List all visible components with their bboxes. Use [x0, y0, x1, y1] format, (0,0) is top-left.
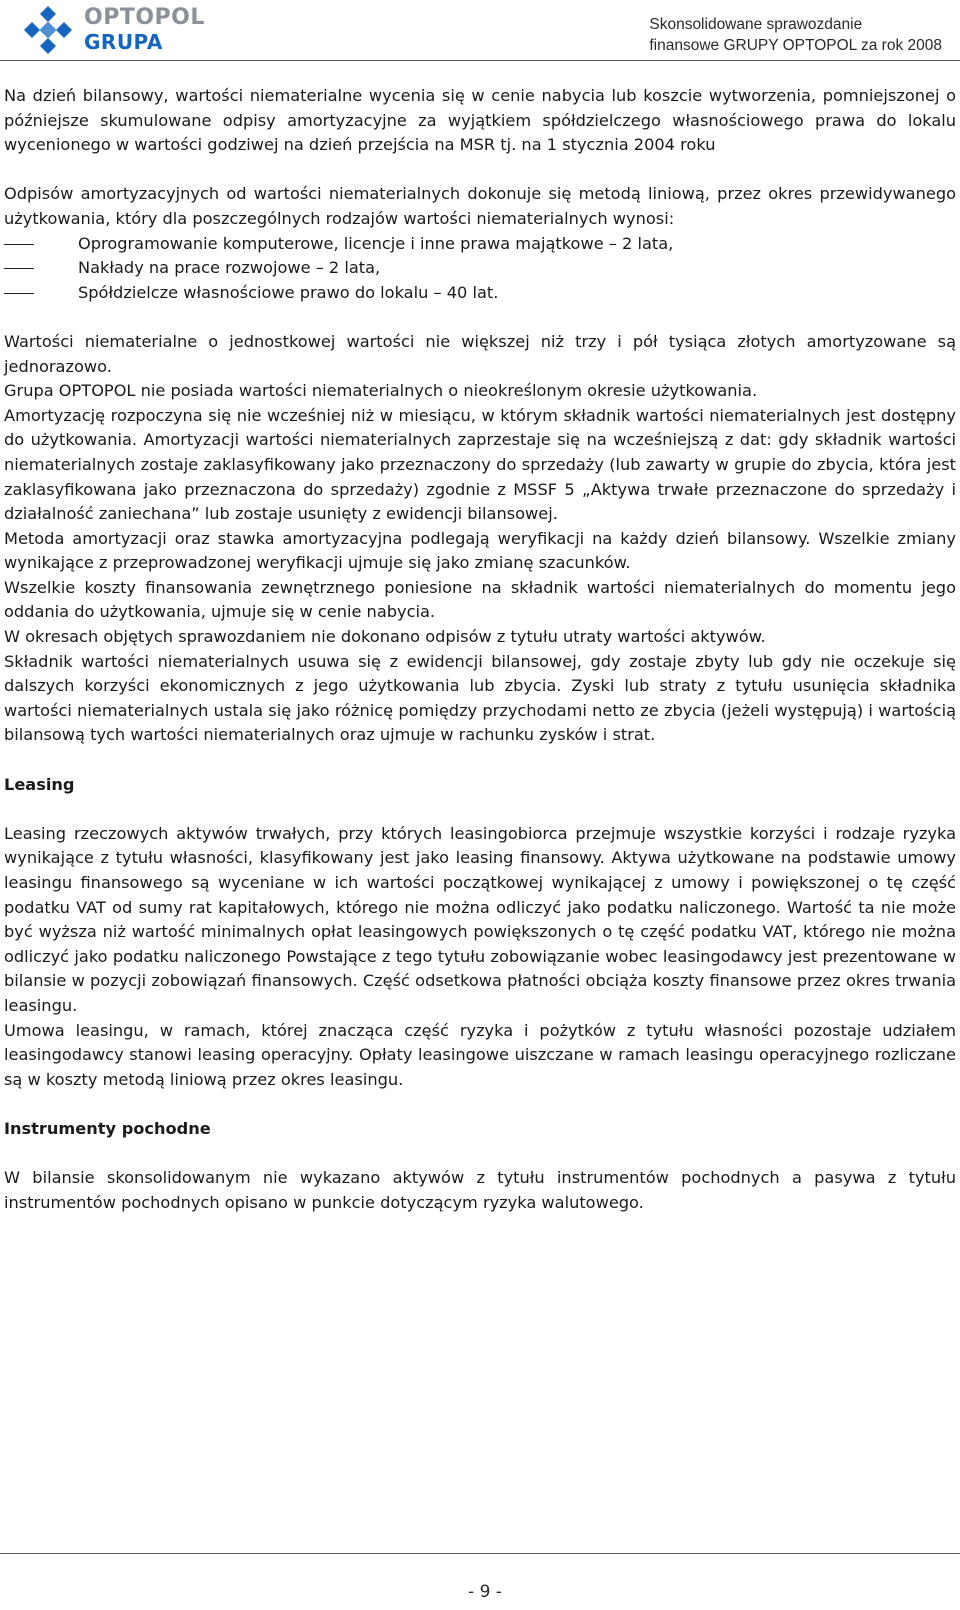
paragraph-impairment: W okresach objętych sprawozdaniem nie dokonano odpisów z tytułu utraty wartości aktywów.: [4, 627, 766, 647]
logo-subtitle: GRUPA: [84, 30, 163, 54]
dash-bullet-icon: [4, 268, 34, 269]
report-title-line-2: finansowe GRUPY OPTOPOL za rok 2008: [649, 37, 942, 54]
list-item: Oprogramowanie komputerowe, licencje i inne prawa majątkowe – 2 lata,: [4, 232, 956, 257]
heading-leasing: Leasing: [4, 774, 75, 794]
paragraph-derecognition: Składnik wartości niematerialnych usuwa się z ewidencji bilansowej, gdy zostaje zbyty lub gdy nie oczekuje się dalszych korzyści ekonomicznych z jego użytkowania lub zbycia. Zyski lub straty z tytułu usunięcia składnika wartości niematerialnych ustala się jako różnicę pomiędzy przychodami netto ze zbycia (jeżeli występują) i wartością bilansową tych wartości niematerialnych oraz ujmuje w rachunku zysków i strat.: [4, 651, 956, 745]
document-body: [4, 84, 956, 1215]
heading-derivatives: Instrumenty pochodne: [4, 1118, 211, 1138]
paragraph-derivatives: W bilansie skonsolidowanym nie wykazano aktywów z tytułu instrumentów pochodnych a pasywa z tytułu instrumentów pochodnych opisano w punkcie dotyczącym ryzyka walutowego.: [4, 1168, 956, 1212]
page-number: - 9 -: [468, 1582, 502, 1602]
report-title: [649, 14, 942, 56]
paragraph-low-value: Wartości niematerialne o jednostkowej wartości nie większej niż trzy i pół tysiąca złotych amortyzowane są jednorazowo.: [4, 331, 956, 376]
list-item: Nakłady na prace rozwojowe – 2 lata,: [4, 256, 956, 281]
paragraph-indefinite: Grupa OPTOPOL nie posiada wartości niematerialnych o nieokreślonym okresie użytkowania.: [4, 381, 758, 401]
optopol-logo: [22, 4, 252, 56]
footer-divider: [0, 1553, 960, 1554]
logo-wordmark: OPTOPOL: [84, 5, 205, 30]
list-item: Spółdzielcze własnościowe prawo do lokalu – 40 lat.: [4, 281, 956, 306]
page-header: [0, 0, 960, 60]
report-title-line-1: Skonsolidowane sprawozdanie: [649, 16, 863, 33]
paragraph-verification: Metoda amortyzacji oraz stawka amortyzacyjna podlegają weryfikacji na każdy dzień bilansowy. Wszelkie zmiany wynikające z przeprowadzonej weryfikacji ujmuje się jako zmianę szacunków.: [4, 528, 956, 573]
dash-bullet-icon: [4, 293, 34, 294]
paragraph-finance-lease: Leasing rzeczowych aktywów trwałych, przy których leasingobiorca przejmuje wszystkie korzyści i rodzaje ryzyka wynikające z tytułu własności, klasyfikowany jest jako leasing finansowy. Aktywa użytkowane na podstawie umowy leasingu finansowego są wyceniane w ich wartości początkowej wynikającej z umowy i powiększonej o tę część podatku VAT od sumy rat kapitałowych, którego nie można odliczyć jako podatku naliczonego. Wartość ta nie może być wyższa niż wartość minimalnych opłat leasingowych powiększonych o tę część podatku VAT, którego nie można odliczyć jako podatku naliczonego Powstające z tego tytułu zobowiązanie wobec leasingodawcy jest prezentowane w bilansie w pozycji zobowiązań finansowych. Część odsetkowa płatności obciąża koszty finansowe przez okres trwania leasingu.: [4, 823, 956, 1015]
paragraph-depreciation-method: Odpisów amortyzacyjnych od wartości niematerialnych dokonuje się metodą liniową, przez okres przewidywanego użytkowania, który dla poszczególnych rodzajów wartości niematerialnych wynosi:: [4, 184, 956, 228]
paragraph-valuation: Na dzień bilansowy, wartości niematerialne wycenia się w cenie nabycia lub koszcie wytworzenia, pomniejszonej o późniejsze skumulowane odpisy amortyzacyjne za wyjątkiem spółdzielczego własnościowego prawa do lokalu wycenionego w wartości godziwej na dzień przejścia na MSR tj. na 1 stycznia 2004 roku: [4, 86, 956, 155]
optopol-logo-icon: [22, 4, 74, 56]
header-divider: [0, 60, 960, 61]
paragraph-financing-costs: Wszelkie koszty finansowania zewnętrznego poniesione na składnik wartości niematerialnych do momentu jego oddania do użytkowania, ujmuje się w cenie nabycia.: [4, 577, 956, 622]
paragraph-operating-lease: Umowa leasingu, w ramach, której znacząca część ryzyka i pożytków z tytułu własności pozostaje udziałem leasingodawcy stanowi leasing operacyjny. Opłaty leasingowe uiszczane w ramach leasingu operacyjnego rozliczane są w koszty metodą liniową przez okres leasingu.: [4, 1020, 956, 1089]
dash-bullet-icon: [4, 244, 34, 245]
paragraph-amortization-start: Amortyzację rozpoczyna się nie wcześniej niż w miesiącu, w którym składnik wartości niematerialnych jest dostępny do użytkowania. Amortyzacji wartości niematerialnych zaprzestaje się na wcześniejszą z dat: gdy składnik wartości niematerialnych zostaje zaklasyfikowany jako przeznaczony do sprzedaży (lub zawarty w grupie do zbycia, która jest zaklasyfikowana jako przeznaczona do sprzedaży) zgodnie z MSSF 5 „Aktywa trwałe przeznaczone do sprzedaży i działalność zaniechana” lub zostaje usunięty z ewidencji bilansowej.: [4, 405, 956, 524]
